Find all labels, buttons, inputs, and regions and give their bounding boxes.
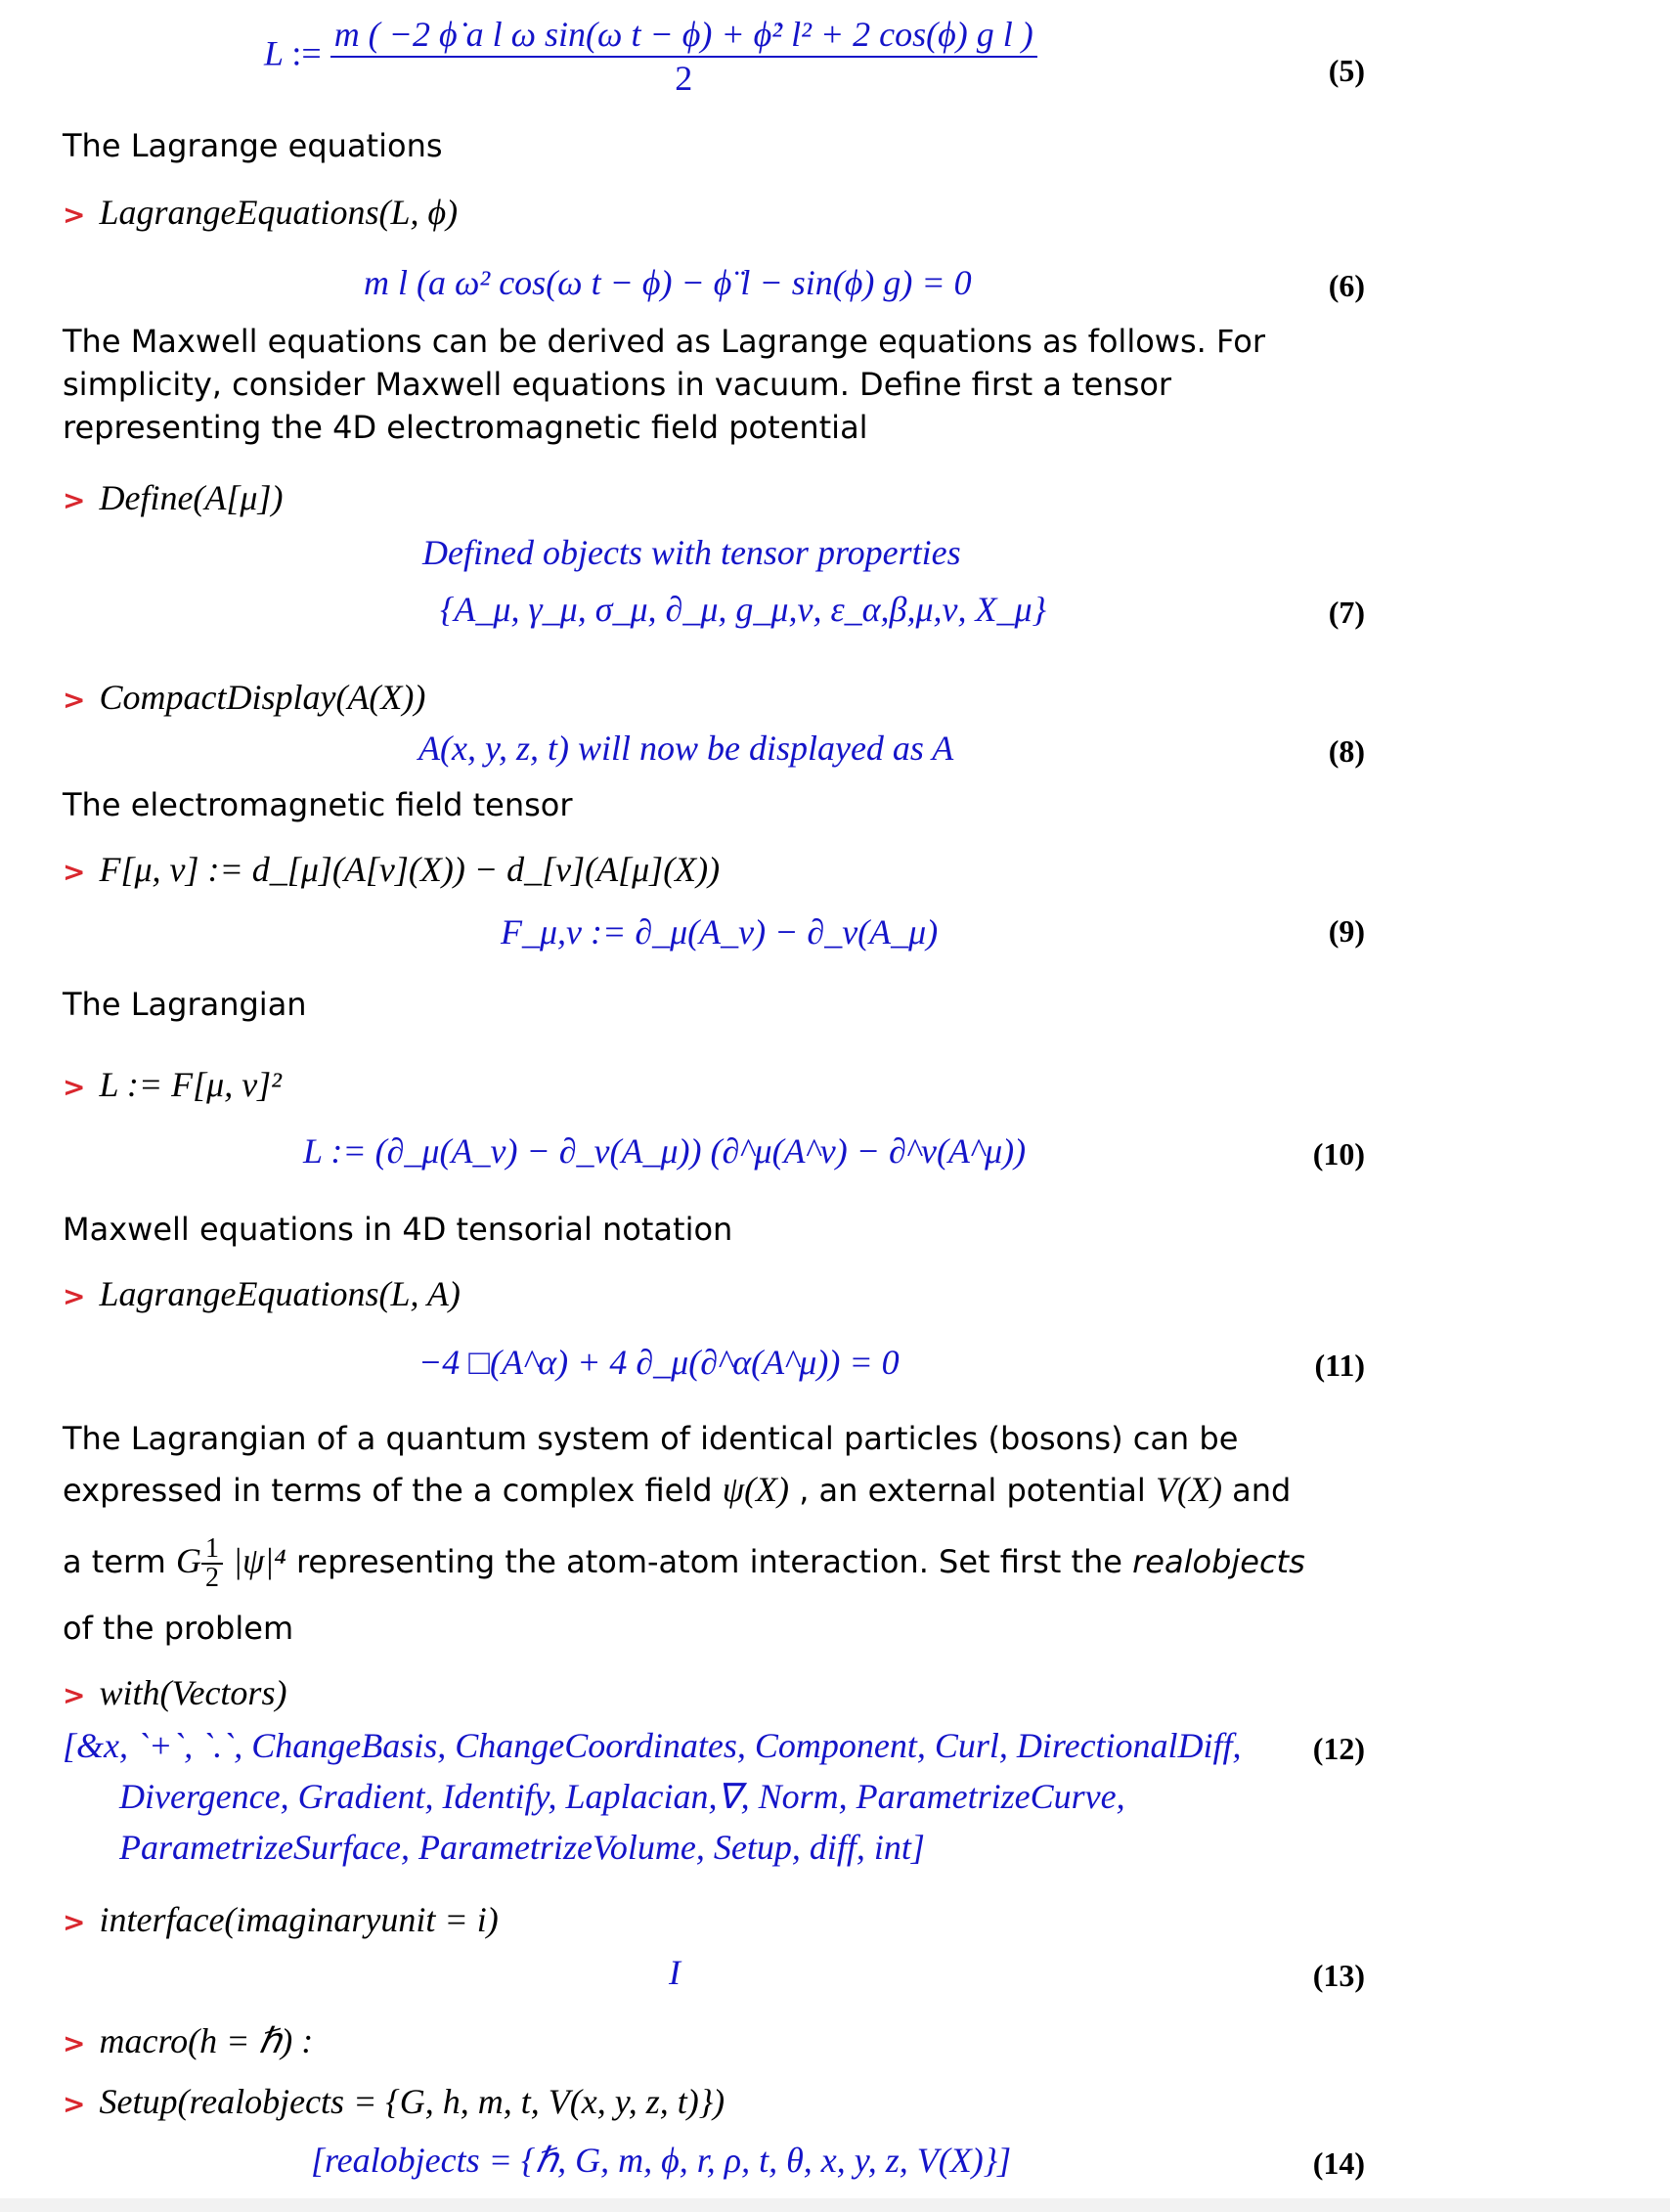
- eq-label-14: (14): [1312, 2146, 1365, 2181]
- math-psi-of-x: ψ(X): [722, 1470, 790, 1509]
- math-psi-fourth: |ψ|⁴: [233, 1541, 286, 1580]
- input-interface[interactable]: [63, 1899, 499, 1941]
- frac-den: 2: [204, 1563, 219, 1593]
- input-define[interactable]: [63, 477, 283, 519]
- eq-label-8: (8): [1328, 733, 1365, 769]
- output-eq5: [264, 14, 1037, 100]
- input-command[interactable]: CompactDisplay(A(X)): [99, 678, 426, 717]
- eq-label-12: (12): [1312, 1731, 1365, 1766]
- text-quantum-line3[interactable]: [63, 1535, 1305, 1592]
- text-quantum-line2-pre: expressed in terms of the a complex field: [63, 1472, 713, 1509]
- text-lagrangian[interactable]: The Lagrangian: [63, 986, 307, 1023]
- input-command[interactable]: LagrangeEquations(L, A): [99, 1274, 461, 1313]
- input-command[interactable]: LagrangeEquations(L, ϕ): [99, 193, 459, 232]
- input-command[interactable]: interface(imaginaryunit = i): [99, 1900, 499, 1939]
- text-quantum-line2[interactable]: [63, 1469, 1291, 1511]
- input-setup[interactable]: [63, 2081, 725, 2123]
- input-command[interactable]: L := F[μ, ν]²: [99, 1065, 282, 1104]
- text-maxwell-intro-2[interactable]: simplicity, consider Maxwell equations in vacuum. Define first a tensor: [63, 366, 1172, 403]
- text-lagrange-equations[interactable]: The Lagrange equations: [63, 127, 443, 164]
- output-eq9: F_μ,ν := ∂_μ(A_ν) − ∂_ν(A_μ): [501, 912, 939, 951]
- output-eq12-line2: Divergence, Gradient, Identify, Laplacian,∇, Norm, ParametrizeCurve,: [119, 1777, 1125, 1816]
- text-quantum-line2-post: and: [1232, 1472, 1292, 1509]
- text-maxwell-intro-3[interactable]: representing the 4D electromagnetic field potential: [63, 409, 868, 446]
- frac-num: 1: [201, 1535, 223, 1565]
- eq-label-9: (9): [1328, 913, 1365, 949]
- math-one-half: [201, 1535, 223, 1592]
- eq5-lhs: L: [264, 33, 284, 73]
- output-eq6: m l (a ω² cos(ω t − ϕ) − ϕ̈ l − sin(ϕ) g) = 0: [364, 263, 972, 302]
- input-field-tensor[interactable]: [63, 849, 720, 891]
- input-lagrange-equations-phi[interactable]: [63, 192, 458, 234]
- math-v-of-x: V(X): [1155, 1470, 1222, 1509]
- prompt-symbol: >: [63, 1906, 86, 1938]
- prompt-symbol: >: [63, 484, 86, 516]
- eq-label-11: (11): [1314, 1348, 1365, 1383]
- output-eq14: [realobjects = {ℏ, G, m, ϕ, r, ρ, t, θ, x, y, z, V(X)}]: [311, 2141, 1012, 2180]
- eq5-fraction: [330, 14, 1037, 100]
- text-quantum-line1[interactable]: The Lagrangian of a quantum system of identical particles (bosons) can be: [63, 1420, 1239, 1457]
- prompt-symbol: >: [63, 1280, 86, 1312]
- input-command[interactable]: macro(h = ℏ) :: [99, 2021, 314, 2060]
- eq-label-10: (10): [1312, 1136, 1365, 1172]
- prompt-symbol: >: [63, 2027, 86, 2059]
- output-eq12-line1: [&x, `+`, `.`, ChangeBasis, ChangeCoordinates, Component, Curl, DirectionalDiff,: [63, 1726, 1242, 1765]
- eq-label-13: (13): [1312, 1958, 1365, 1993]
- eq-label-7: (7): [1328, 595, 1365, 630]
- output-eq7-line1: Defined objects with tensor properties: [422, 533, 961, 572]
- eq5-assign: :=: [291, 33, 322, 73]
- input-lagrange-equations-a[interactable]: [63, 1273, 461, 1315]
- input-lagrangian[interactable]: [63, 1064, 282, 1106]
- output-eq10: L := (∂_μ(A_ν) − ∂_ν(A_μ)) (∂^μ(A^ν) − ∂^ν(A^μ)): [303, 1131, 1027, 1171]
- text-quantum-line4[interactable]: of the problem: [63, 1610, 294, 1647]
- output-eq8: A(x, y, z, t) will now be displayed as A: [418, 729, 954, 768]
- text-em-tensor[interactable]: The electromagnetic field tensor: [63, 786, 573, 823]
- output-eq13: I: [669, 1953, 681, 1992]
- output-eq7-line2: {A_μ, γ_μ, σ_μ, ∂_μ, g_μ,ν, ε_α,β,μ,ν, X_μ}: [440, 590, 1046, 629]
- bottom-edge-bar: [0, 2198, 1670, 2212]
- input-with-vectors[interactable]: [63, 1672, 286, 1714]
- eq-label-6: (6): [1328, 268, 1365, 303]
- input-compact-display[interactable]: [63, 677, 425, 719]
- prompt-symbol: >: [63, 2088, 86, 2120]
- prompt-symbol: >: [63, 684, 86, 716]
- input-command[interactable]: with(Vectors): [99, 1673, 287, 1712]
- output-eq12-line3: ParametrizeSurface, ParametrizeVolume, Setup, diff, int]: [119, 1828, 925, 1867]
- text-quantum-line3-mid: representing the atom-atom interaction. Set first the: [295, 1543, 1122, 1580]
- prompt-symbol: >: [63, 856, 86, 888]
- output-eq11: −4 □(A^α) + 4 ∂_μ(∂^α(A^μ)) = 0: [418, 1343, 900, 1382]
- text-realobjects-emphasis: realobjects: [1132, 1543, 1305, 1580]
- math-term-g: G: [175, 1541, 201, 1580]
- prompt-symbol: >: [63, 1071, 86, 1103]
- input-command[interactable]: Define(A[μ]): [99, 478, 284, 517]
- prompt-symbol: >: [63, 199, 86, 231]
- input-macro[interactable]: [63, 2020, 313, 2062]
- input-command[interactable]: Setup(realobjects = {G, h, m, t, V(x, y, z, t)}): [99, 2082, 725, 2121]
- text-maxwell-intro-1[interactable]: The Maxwell equations can be derived as Lagrange equations as follows. For: [63, 323, 1265, 360]
- eq5-numerator: m ( −2 ϕ̇ a l ω sin(ω t − ϕ) + ϕ̇² l² + 2 cos(ϕ) g l ): [330, 14, 1037, 58]
- input-command[interactable]: F[μ, ν] := d_[μ](A[ν](X)) − d_[ν](A[μ](X)): [99, 850, 721, 889]
- text-quantum-line3-pre: a term: [63, 1543, 166, 1580]
- text-maxwell-4d[interactable]: Maxwell equations in 4D tensorial notation: [63, 1211, 733, 1248]
- prompt-symbol: >: [63, 1679, 86, 1711]
- eq5-denominator: 2: [675, 59, 693, 99]
- text-quantum-line2-mid: , an external potential: [799, 1472, 1146, 1509]
- eq-label-5: (5): [1328, 53, 1365, 88]
